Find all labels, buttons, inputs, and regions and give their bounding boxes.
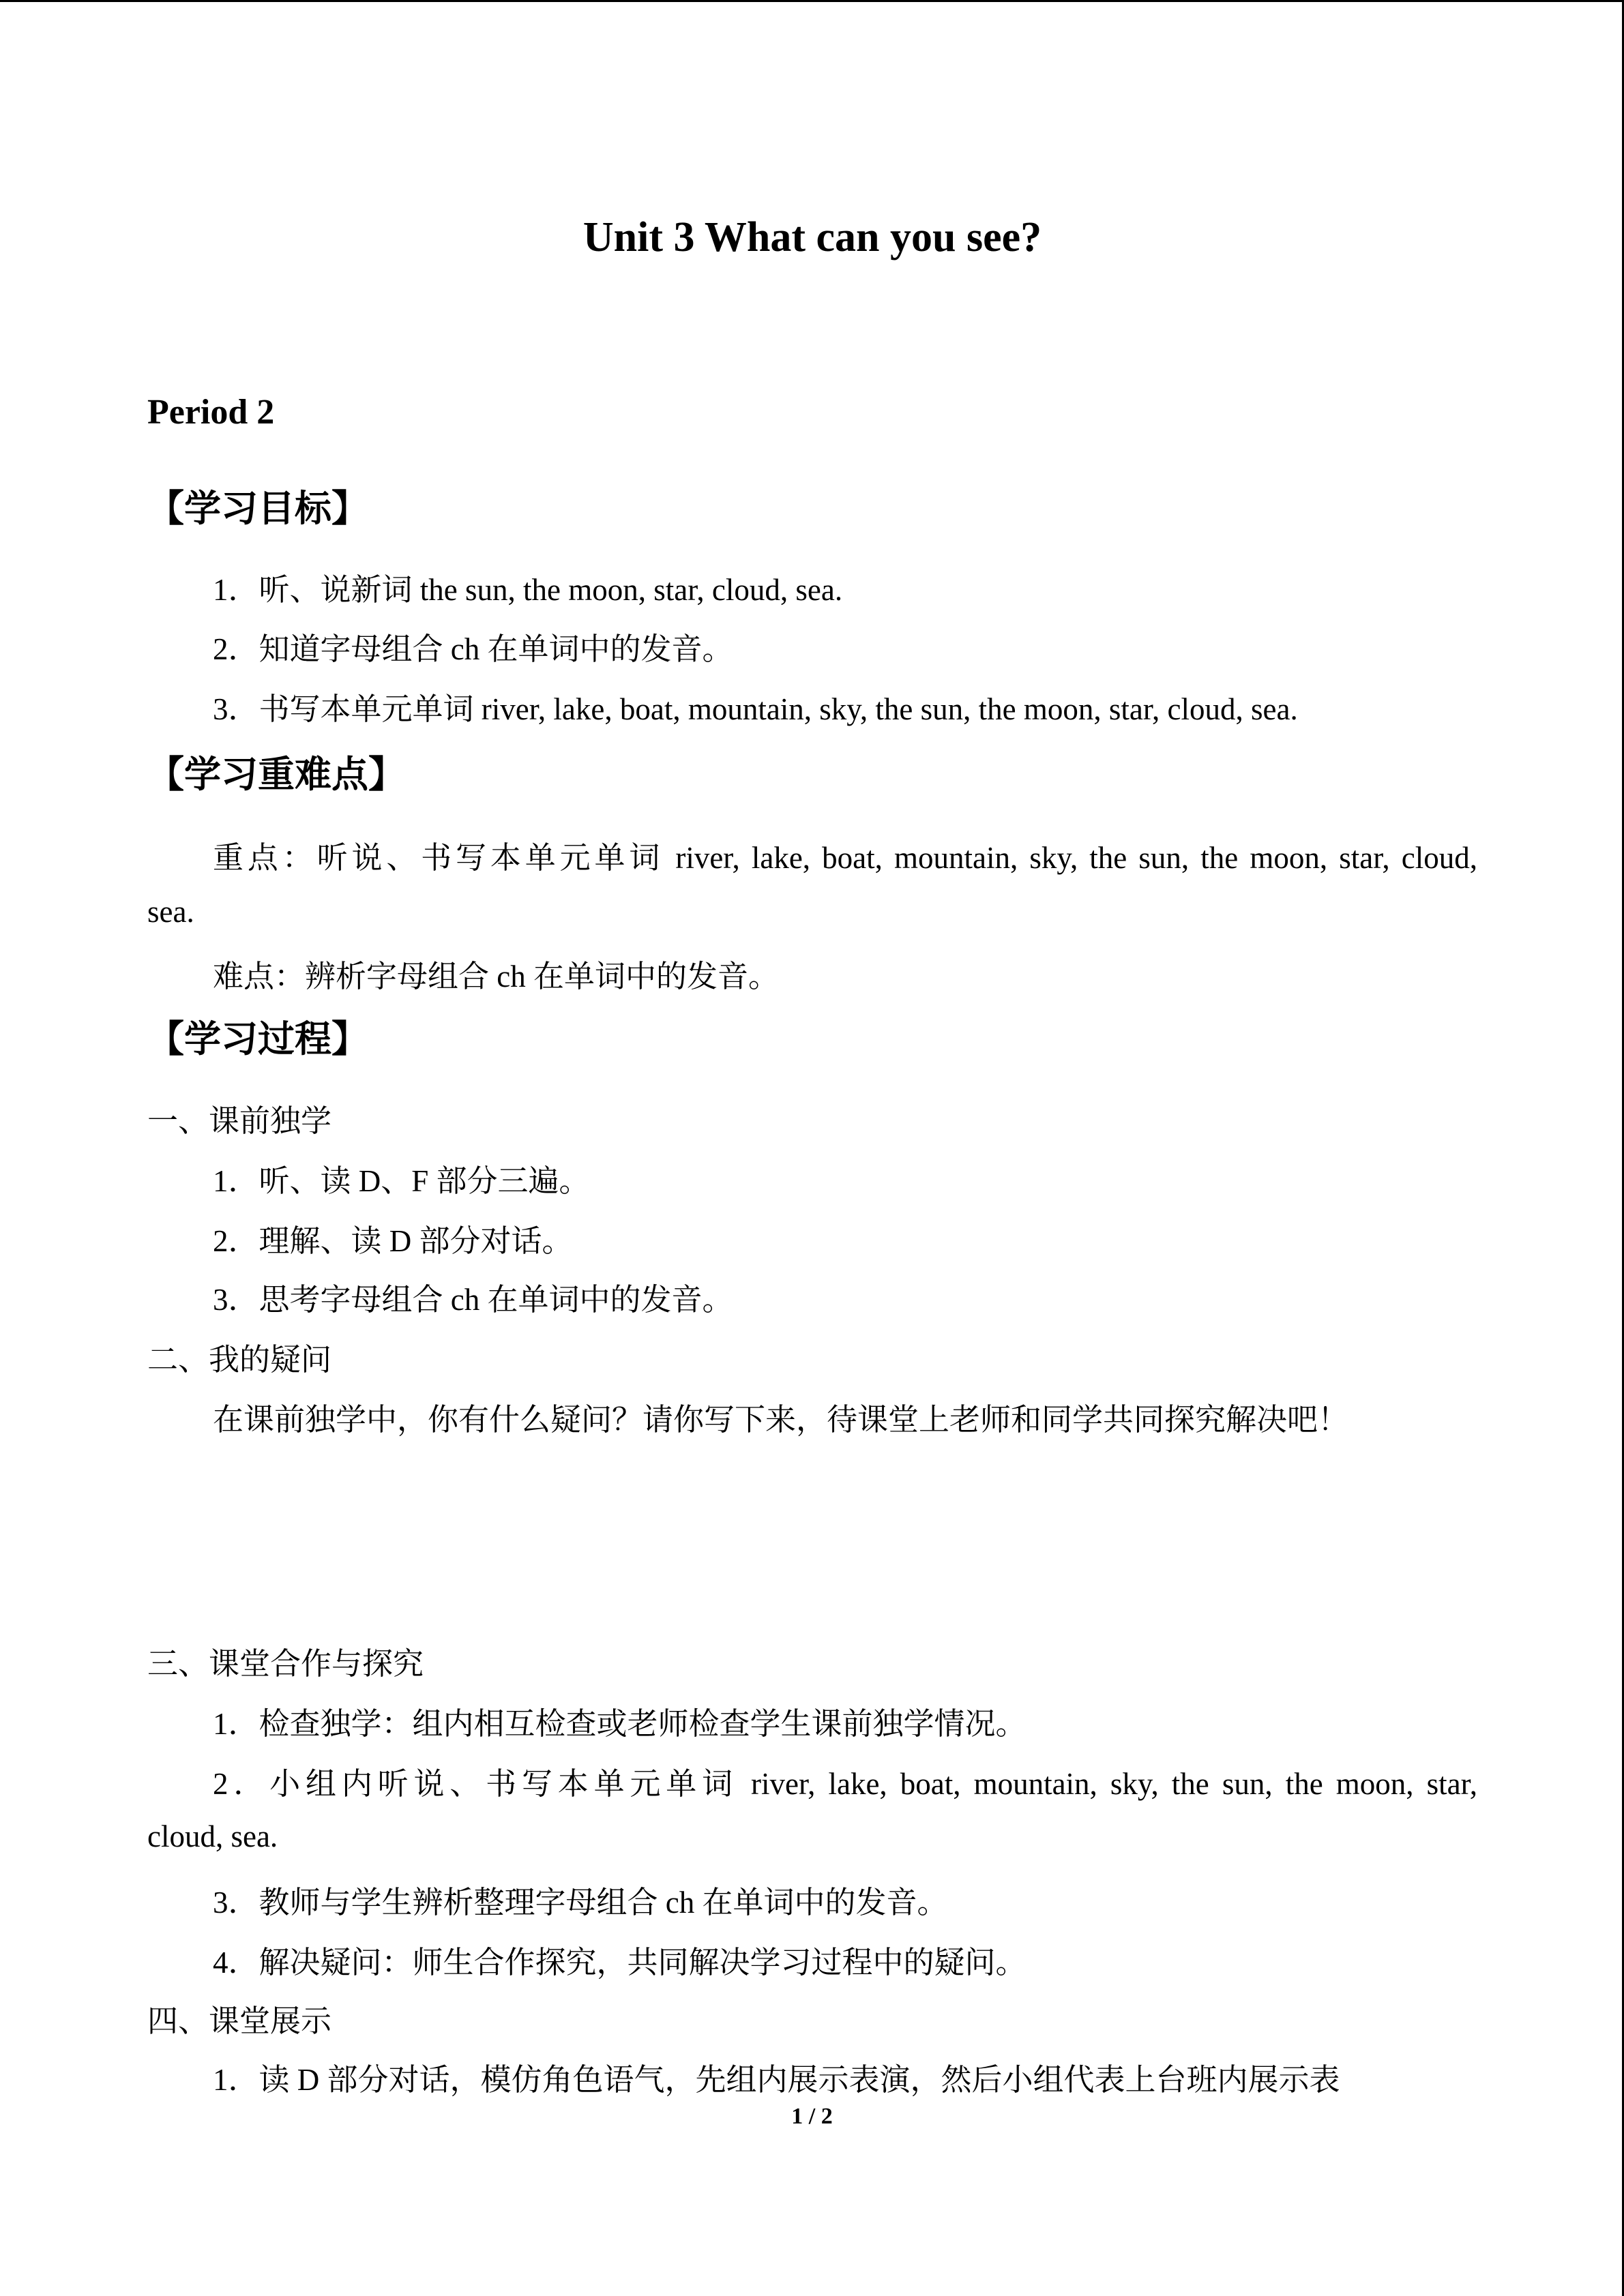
part2-text: 在课前独学中，你有什么疑问？请你写下来，待课堂上老师和同学共同探究解决吧！ <box>213 1403 1349 1437</box>
part4-title: 四、课堂展示 <box>147 2004 332 2038</box>
goals-heading: 【学习目标】 <box>147 487 368 530</box>
part1-item-2: 2．理解、读 D 部分对话。 <box>213 1224 573 1258</box>
part3-item-2-line-2: cloud, sea. <box>147 1819 278 1853</box>
part2-title: 二、我的疑问 <box>147 1343 332 1377</box>
part1-item-3: 3．思考字母组合 ch 在单词中的发音。 <box>213 1283 733 1317</box>
goal-item-3: 3．书写本单元单词 river, lake, boat, mountain, sky, the sun, the moon, star, cloud, sea. <box>213 692 1298 726</box>
page-number: 1 / 2 <box>791 2104 833 2129</box>
goal-item-1: 1．听、说新词 the sun, the moon, star, cloud, sea. <box>213 573 843 607</box>
part4-item-1: 1．读 D 部分对话，模仿角色语气，先组内展示表演，然后小组代表上台班内展示表 <box>213 2063 1340 2097</box>
period-label: Period 2 <box>147 393 275 432</box>
part3-item-3: 3．教师与学生辨析整理字母组合 ch 在单词中的发音。 <box>213 1885 948 1920</box>
part1-title: 一、课前独学 <box>147 1104 332 1138</box>
part3-title: 三、课堂合作与探究 <box>147 1647 424 1681</box>
key-point-line-1: 重点：听说、书写本单元单词 river, lake, boat, mountain, sky, the sun, the moon, star, cloud, <box>213 841 1477 875</box>
part3-item-2-line-1: 2．小组内听说、书写本单元单词 river, lake, boat, mountain, sky, the sun, the moon, star, <box>213 1767 1477 1801</box>
key-point-line-2: sea. <box>147 895 194 929</box>
difficulty-line: 难点：辨析字母组合 ch 在单词中的发音。 <box>213 959 779 994</box>
document-title: Unit 3 What can you see? <box>582 214 1042 260</box>
part3-item-1: 1．检查独学：组内相互检查或老师检查学生课前独学情况。 <box>213 1707 1027 1741</box>
process-heading: 【学习过程】 <box>147 1017 368 1060</box>
key-points-heading: 【学习重难点】 <box>147 753 405 796</box>
part3-item-4: 4．解决疑问：师生合作探究，共同解决学习过程中的疑问。 <box>213 1945 1027 1980</box>
goal-item-2: 2．知道字母组合 ch 在单词中的发音。 <box>213 632 733 666</box>
part1-item-1: 1．听、读 D、F 部分三遍。 <box>213 1164 590 1198</box>
